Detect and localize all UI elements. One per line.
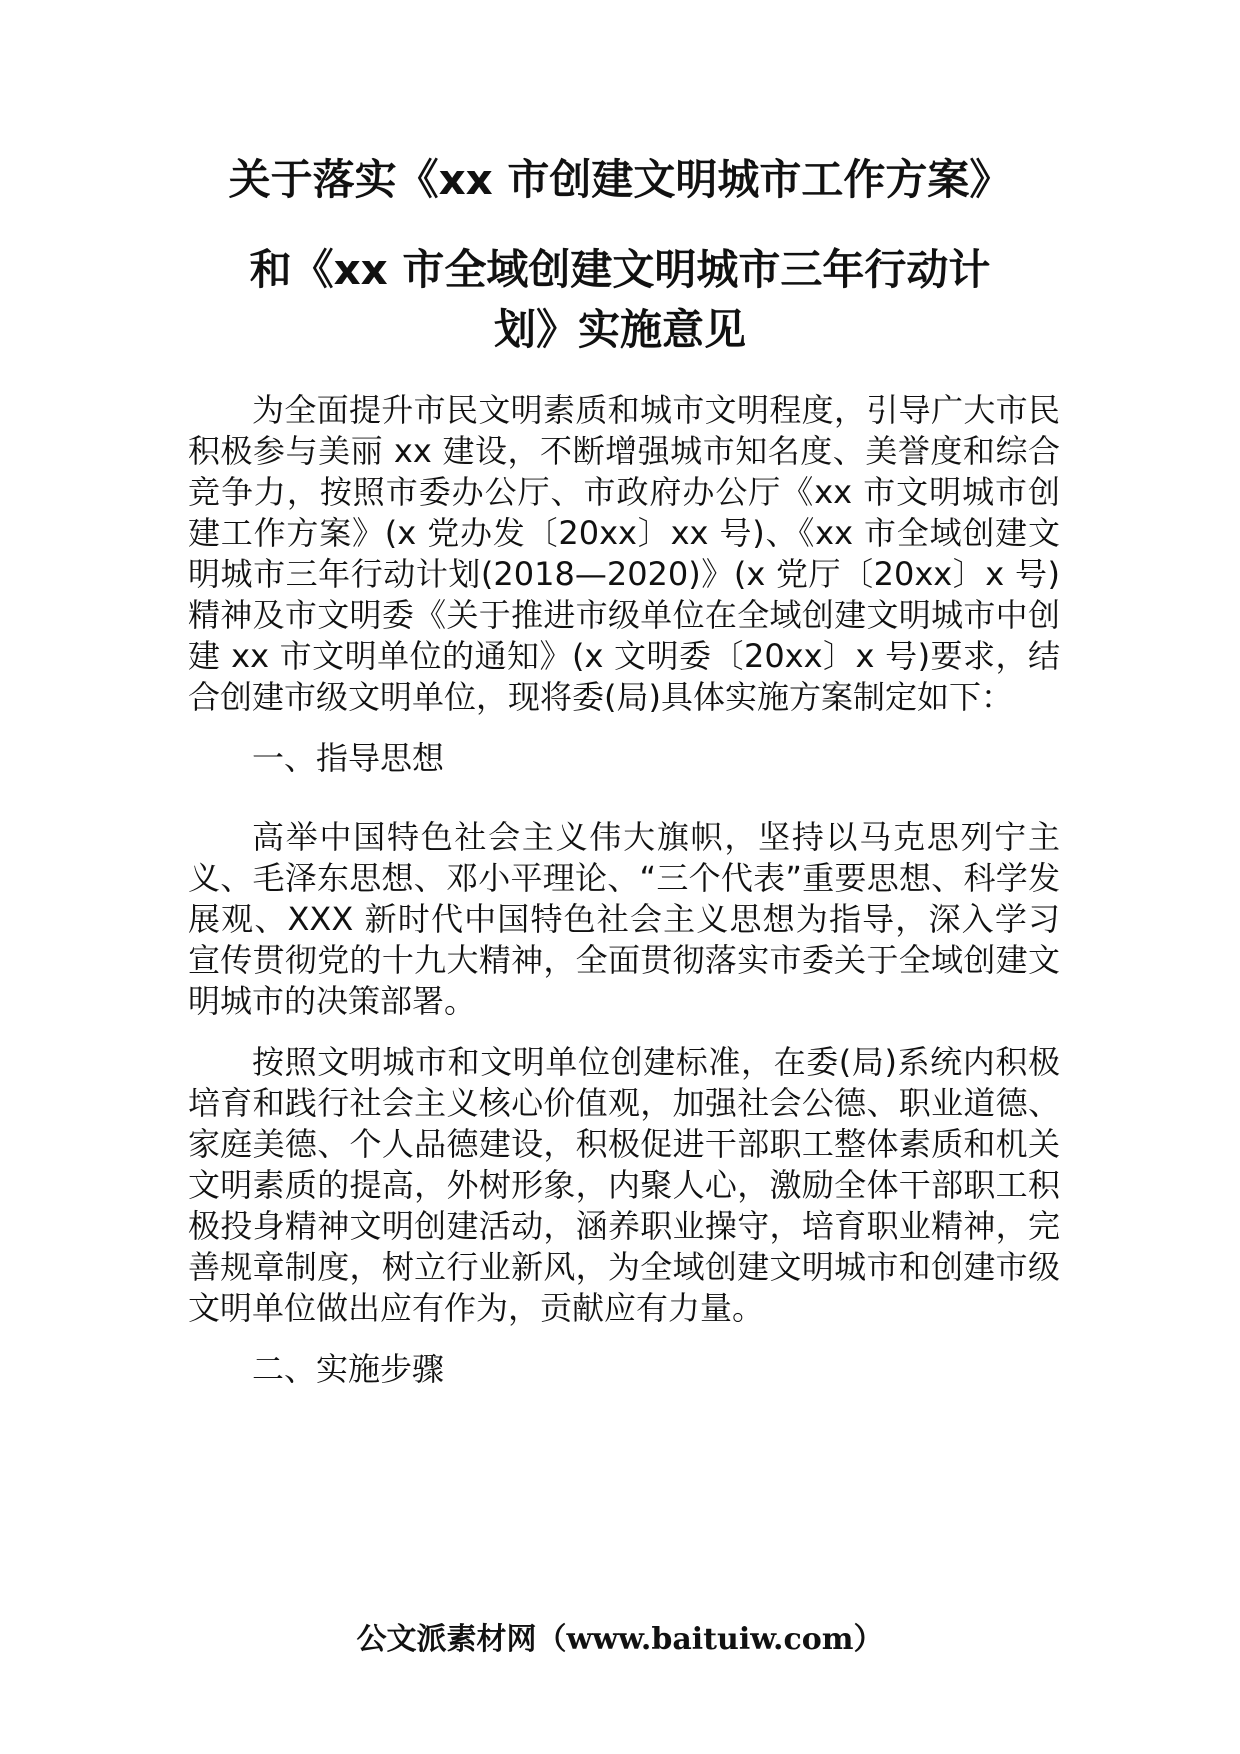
section-heading-implementation-steps: 二、实施步骤: [252, 1350, 445, 1388]
title-line-3: 划》实施意见: [493, 305, 746, 354]
intro-paragraph: 为全面提升市民文明素质和城市文明程度，引导广大市民积极参与美丽 xx 建设，不断增强城市知名度、美誉度和综合竞争力，按照市委办公厅、市政府办公厅《xx 市文明城市创建工作方案》(x 党办发〔20xx〕xx 号)、《xx 市全域创建文明城市三年行动计划(2018—2020)》(x 党厅〔20xx〕x 号)精神及市文明委《关于推进市级单位在全域创建文明城市中创建 xx 市文明单位的通知》(x 文明委〔20xx〕x 号)要求，结合创建市级文明单位，现将委(局)具体实施方案制定如下：: [188, 391, 1060, 716]
source-footer: 公文派素材网（www.baituiw.com）: [356, 1622, 884, 1657]
guiding-thought-paragraph-1: 高举中国特色社会主义伟大旗帜，坚持以马克思列宁主义、毛泽东思想、邓小平理论、“三个代表”重要思想、科学发展观、XXX 新时代中国特色社会主义思想为指导，深入学习宣传贯彻党的十九大精神，全面贯彻落实市委关于全域创建文明城市的决策部署。: [188, 818, 1060, 1020]
title-line-2: 和《xx 市全域创建文明城市三年行动计: [249, 245, 991, 294]
guiding-thought-paragraph-2: 按照文明城市和文明单位创建标准，在委(局)系统内积极培育和践行社会主义核心价值观，加强社会公德、职业道德、家庭美德、个人品德建设，积极促进干部职工整体素质和机关文明素质的提高，外树形象，内聚人心，激励全体干部职工积极投身精神文明创建活动，涵养职业操守，培育职业精神，完善规章制度，树立行业新风，为全域创建文明城市和创建市级文明单位做出应有作为，贡献应有力量。: [188, 1043, 1060, 1327]
section-heading-guiding-thought: 一、指导思想: [252, 739, 445, 777]
document-body: [188, 390, 1060, 1428]
document-title: [160, 150, 1080, 360]
title-line-1: 关于落实《xx 市创建文明城市工作方案》: [228, 155, 1012, 204]
